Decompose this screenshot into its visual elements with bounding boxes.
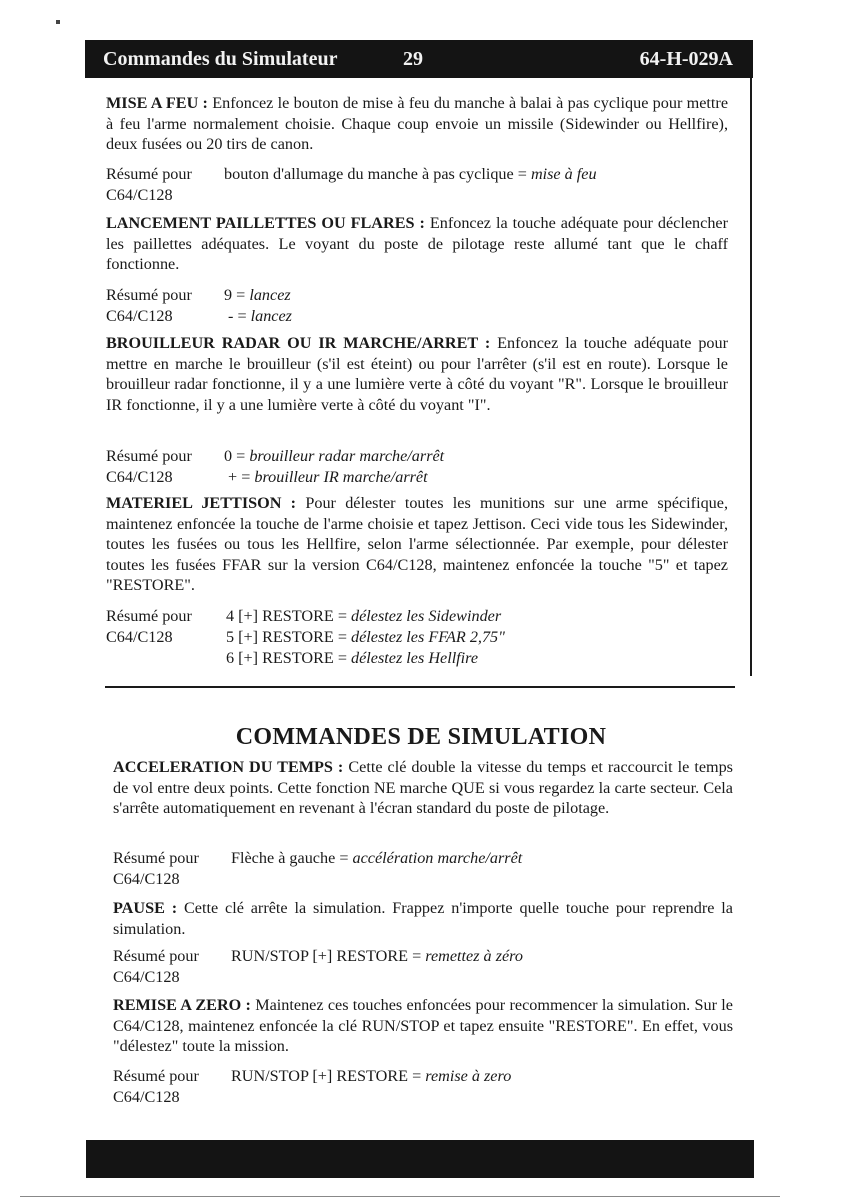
summary-key: 5 [+] RESTORE [226,628,334,646]
summary-sep: = [337,607,347,625]
summary-key: 6 [+] RESTORE [226,649,334,667]
scan-edge-line [20,1196,780,1197]
summary-key: Flèche à gauche [231,849,336,867]
paragraph-brouilleur [106,333,728,415]
summary-row [231,848,522,869]
text-remise: Maintenez ces touches enfoncées pour recommencer la simulation. Sur le C64/C128, maintenez enfoncée la clé RUN/STOP et tapez ensuite "RESTORE". En effet, vous "délestez" toute la mission. [113,996,733,1055]
summary-sep: = [339,849,349,867]
summary-row [224,164,597,185]
summary-platform: C64/C128 [113,870,180,888]
doc-code: 64-H-029A [639,48,733,70]
margin-rule [750,78,752,676]
page-number: 29 [403,48,423,70]
summary-action: brouilleur IR marche/arrêt [254,468,428,486]
summary-platform: C64/C128 [106,307,173,325]
summary-label: Résumé pour [106,165,192,183]
summary-remise [113,1066,753,1108]
summary-key: 4 [+] RESTORE [226,607,334,625]
heading-remise: REMISE A ZERO : [113,996,251,1014]
summary-platform: C64/C128 [113,1088,180,1106]
summary-action: remise à zero [425,1067,512,1085]
summary-label: Résumé pour [113,947,199,965]
summary-action: lancez [250,307,292,325]
summary-sep: = [236,447,246,465]
text-pause: Cette clé arrête la simulation. Frappez n'importe quelle touche pour reprendre la simulation. [113,899,733,938]
summary-label: Résumé pour [106,607,192,625]
header-title: Commandes du Simulateur [103,48,338,70]
summary-key: 0 [224,447,233,465]
summary-sep: = [337,628,347,646]
page-header [85,40,753,78]
heading-mise-a-feu: MISE A FEU : [106,94,208,112]
summary-paillettes [106,285,746,327]
summary-platform: C64/C128 [106,628,173,646]
summary-platform: C64/C128 [106,186,173,204]
section-title-simulation: COMMANDES DE SIMULATION [235,724,607,750]
page-footer-bar [86,1140,754,1178]
summary-action: brouilleur radar marche/arrêt [249,447,445,465]
text-jettison: Pour délester toutes les munitions sur une arme spécifique, maintenez enfoncée la touche de l'arme choisie et tapez Jettison. Ceci vide tous les Sidewinder, toutes les fusées ou tous les Hellfire, selon l'arme sélectionnée. Par exemple, pour délester toutes les fusées FFAR sur la version C64/C128, maintenez enfoncée la touche "5" et tapez "RESTORE". [106,494,728,594]
summary-action: lancez [249,286,291,304]
summary-action: accélération marche/arrêt [352,849,523,867]
summary-sep: = [412,947,422,965]
text-brouilleur: Enfoncez la touche adéquate pour mettre en marche le brouilleur (s'il est éteint) ou pour l'arrêter (s'il est en route). Lorsque le brouilleur radar fonctionne, il y a une lumière verte à côté du voyant "R". Lorsque le brouilleur IR fonctionne, il y a une lumière verte à côté du voyant "I". [106,334,729,414]
summary-sep: = [236,286,246,304]
summary-row [231,1066,511,1087]
section-divider [105,686,735,688]
summary-label: Résumé pour [113,1067,199,1085]
summary-key: + [228,468,238,486]
summary-action: remettez à zéro [425,947,523,965]
paragraph-jettison [106,493,728,596]
summary-jettison [106,606,746,669]
paragraph-mise-a-feu [106,93,728,155]
summary-key: bouton d'allumage du manche à pas cyclique [224,165,514,183]
paragraph-pause [113,898,733,939]
summary-brouilleur [106,446,746,488]
summary-key: RUN/STOP [+] RESTORE [231,947,409,965]
summary-sep: = [517,165,527,183]
summary-sep: = [237,307,247,325]
summary-key: 9 [224,286,233,304]
summary-key: RUN/STOP [+] RESTORE [231,1067,409,1085]
summary-platform: C64/C128 [113,968,180,986]
summary-row [224,446,444,467]
text-paillettes: Enfoncez la touche adéquate pour déclencher les paillettes adéquates. Le voyant du poste de pilotage reste allumé tant que le chaff fonctionne. [106,214,728,273]
summary-row [228,467,428,488]
summary-action: mise à feu [530,165,597,183]
paragraph-paillettes [106,213,728,275]
text-mise-a-feu: Enfoncez le bouton de mise à feu du manche à balai à pas cyclique pour mettre à feu l'arme normalement choisie. Chaque coup envoie un missile (Sidewinder ou Hellfire), deux fusées ou 20 tirs de canon. [106,94,728,153]
summary-sep: = [337,649,347,667]
summary-sep: = [241,468,251,486]
paragraph-remise [113,995,733,1057]
summary-action: délestez les FFAR 2,75" [351,628,505,646]
summary-row [226,606,501,627]
paragraph-acceleration [113,757,733,819]
summary-pause [113,946,753,988]
summary-acceleration [113,848,753,890]
heading-acceleration: ACCELERATION DU TEMPS : [113,758,344,776]
summary-label: Résumé pour [106,447,192,465]
summary-label: Résumé pour [106,286,192,304]
heading-jettison: MATERIEL JETTISON : [106,494,297,512]
summary-row [226,627,505,648]
summary-label: Résumé pour [113,849,199,867]
heading-pause: PAUSE : [113,899,178,917]
summary-action: délestez les Hellfire [351,649,479,667]
summary-row [224,285,291,306]
summary-key: - [228,307,234,325]
summary-mise-a-feu [106,164,746,206]
scan-speck [56,20,60,24]
text-acceleration: Cette clé double la vitesse du temps et raccourcit le temps de vol entre deux points. Cette fonction NE marche QUE si vous regardez la carte secteur. Cela s'arrête automatiquement en revenant à l'écran standard du poste de pilotage. [113,758,733,817]
summary-platform: C64/C128 [106,468,173,486]
summary-row [226,648,478,669]
summary-row [228,306,292,327]
summary-row [231,946,523,967]
heading-brouilleur: BROUILLEUR RADAR OU IR MARCHE/ARRET : [106,334,491,352]
summary-action: délestez les Sidewinder [351,607,502,625]
summary-sep: = [412,1067,422,1085]
heading-paillettes: LANCEMENT PAILLETTES OU FLARES : [106,214,425,232]
